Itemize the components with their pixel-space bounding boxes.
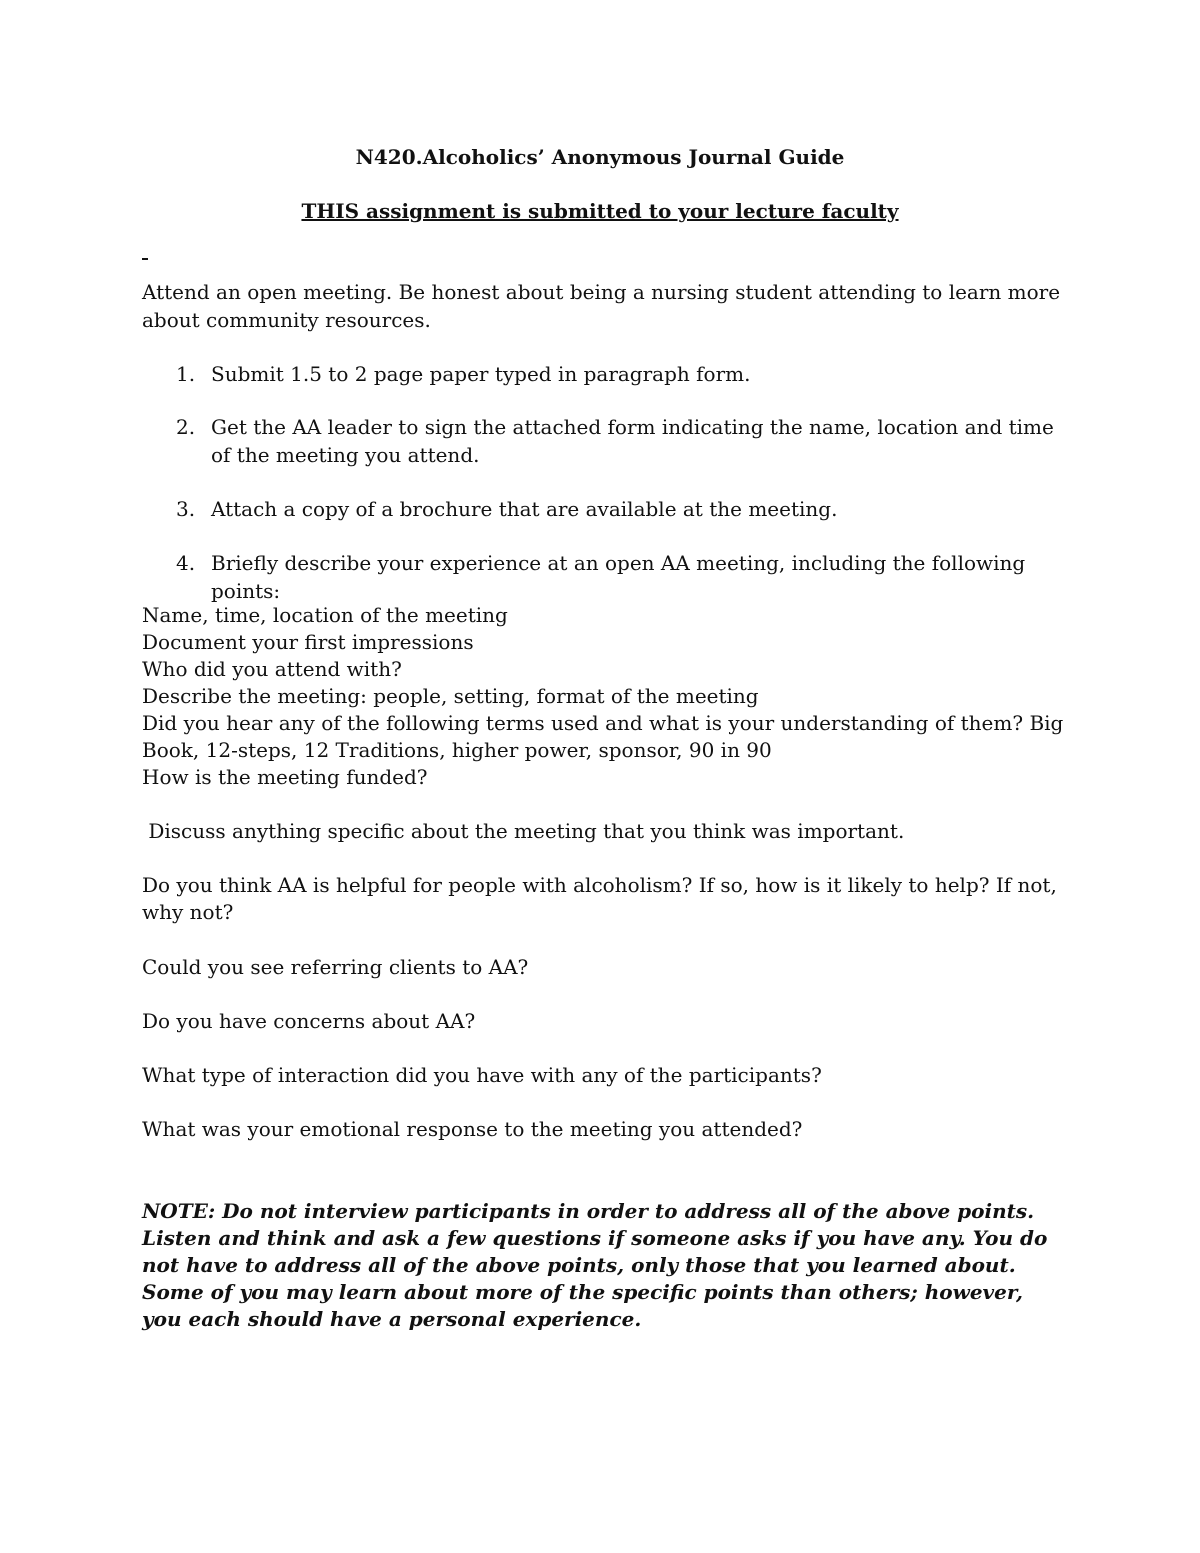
- list-number: 3.: [176, 497, 196, 521]
- list-number: 2.: [176, 415, 196, 439]
- question-paragraph: Do you think AA is helpful for people with alcoholism? If so, how is it likely to help? If not, why not?: [142, 873, 1057, 924]
- list-item: [176, 549, 1056, 605]
- list-item: [176, 495, 1056, 523]
- point-line: Who did you attend with?: [142, 657, 402, 681]
- list-item: [176, 360, 1056, 388]
- point-line: Did you hear any of the following terms used and what is your understanding of them? Big: [142, 711, 1064, 735]
- point-line: Describe the meeting: people, setting, format of the meeting: [142, 684, 759, 708]
- question-paragraph: Could you see referring clients to AA?: [142, 955, 529, 979]
- point-line: How is the meeting funded?: [142, 765, 428, 789]
- document-title: N420.Alcoholics’ Anonymous Journal Guide: [355, 145, 845, 169]
- list-number: 1.: [176, 362, 196, 386]
- question-paragraph: What was your emotional response to the meeting you attended?: [142, 1117, 803, 1141]
- question-paragraph: What type of interaction did you have with any of the participants?: [142, 1063, 822, 1087]
- document-subtitle: THIS assignment is submitted to your lecture faculty: [301, 199, 899, 223]
- dash-mark: [142, 258, 148, 260]
- list-item: [176, 413, 1056, 469]
- list-text: Attach a copy of a brochure that are available at the meeting.: [211, 497, 838, 521]
- note-paragraph: NOTE: Do not interview participants in order to address all of the above points. Listen and think and ask a few questions if someone asks if you have any. You do not have to address all of the above points, only those that you learned about. Some of you may learn about more of the specific points than others; however, you each should have a personal experience.: [142, 1199, 1048, 1331]
- question-paragraph: Do you have concerns about AA?: [142, 1009, 476, 1033]
- list-text: Briefly describe your experience at an open AA meeting, including the following points:: [211, 551, 1026, 603]
- point-line: Book, 12-steps, 12 Traditions, higher power, sponsor, 90 in 90: [142, 738, 772, 762]
- point-line: Document your first impressions: [142, 630, 474, 654]
- point-line: Name, time, location of the meeting: [142, 603, 508, 627]
- list-text: Submit 1.5 to 2 page paper typed in paragraph form.: [211, 362, 751, 386]
- list-number: 4.: [176, 551, 196, 575]
- list-text: Get the AA leader to sign the attached form indicating the name, location and time of the meeting you attend.: [211, 415, 1054, 467]
- question-paragraph: Discuss anything specific about the meeting that you think was important.: [142, 819, 905, 843]
- intro-paragraph: Attend an open meeting. Be honest about being a nursing student attending to learn more about community resources.: [142, 280, 1061, 332]
